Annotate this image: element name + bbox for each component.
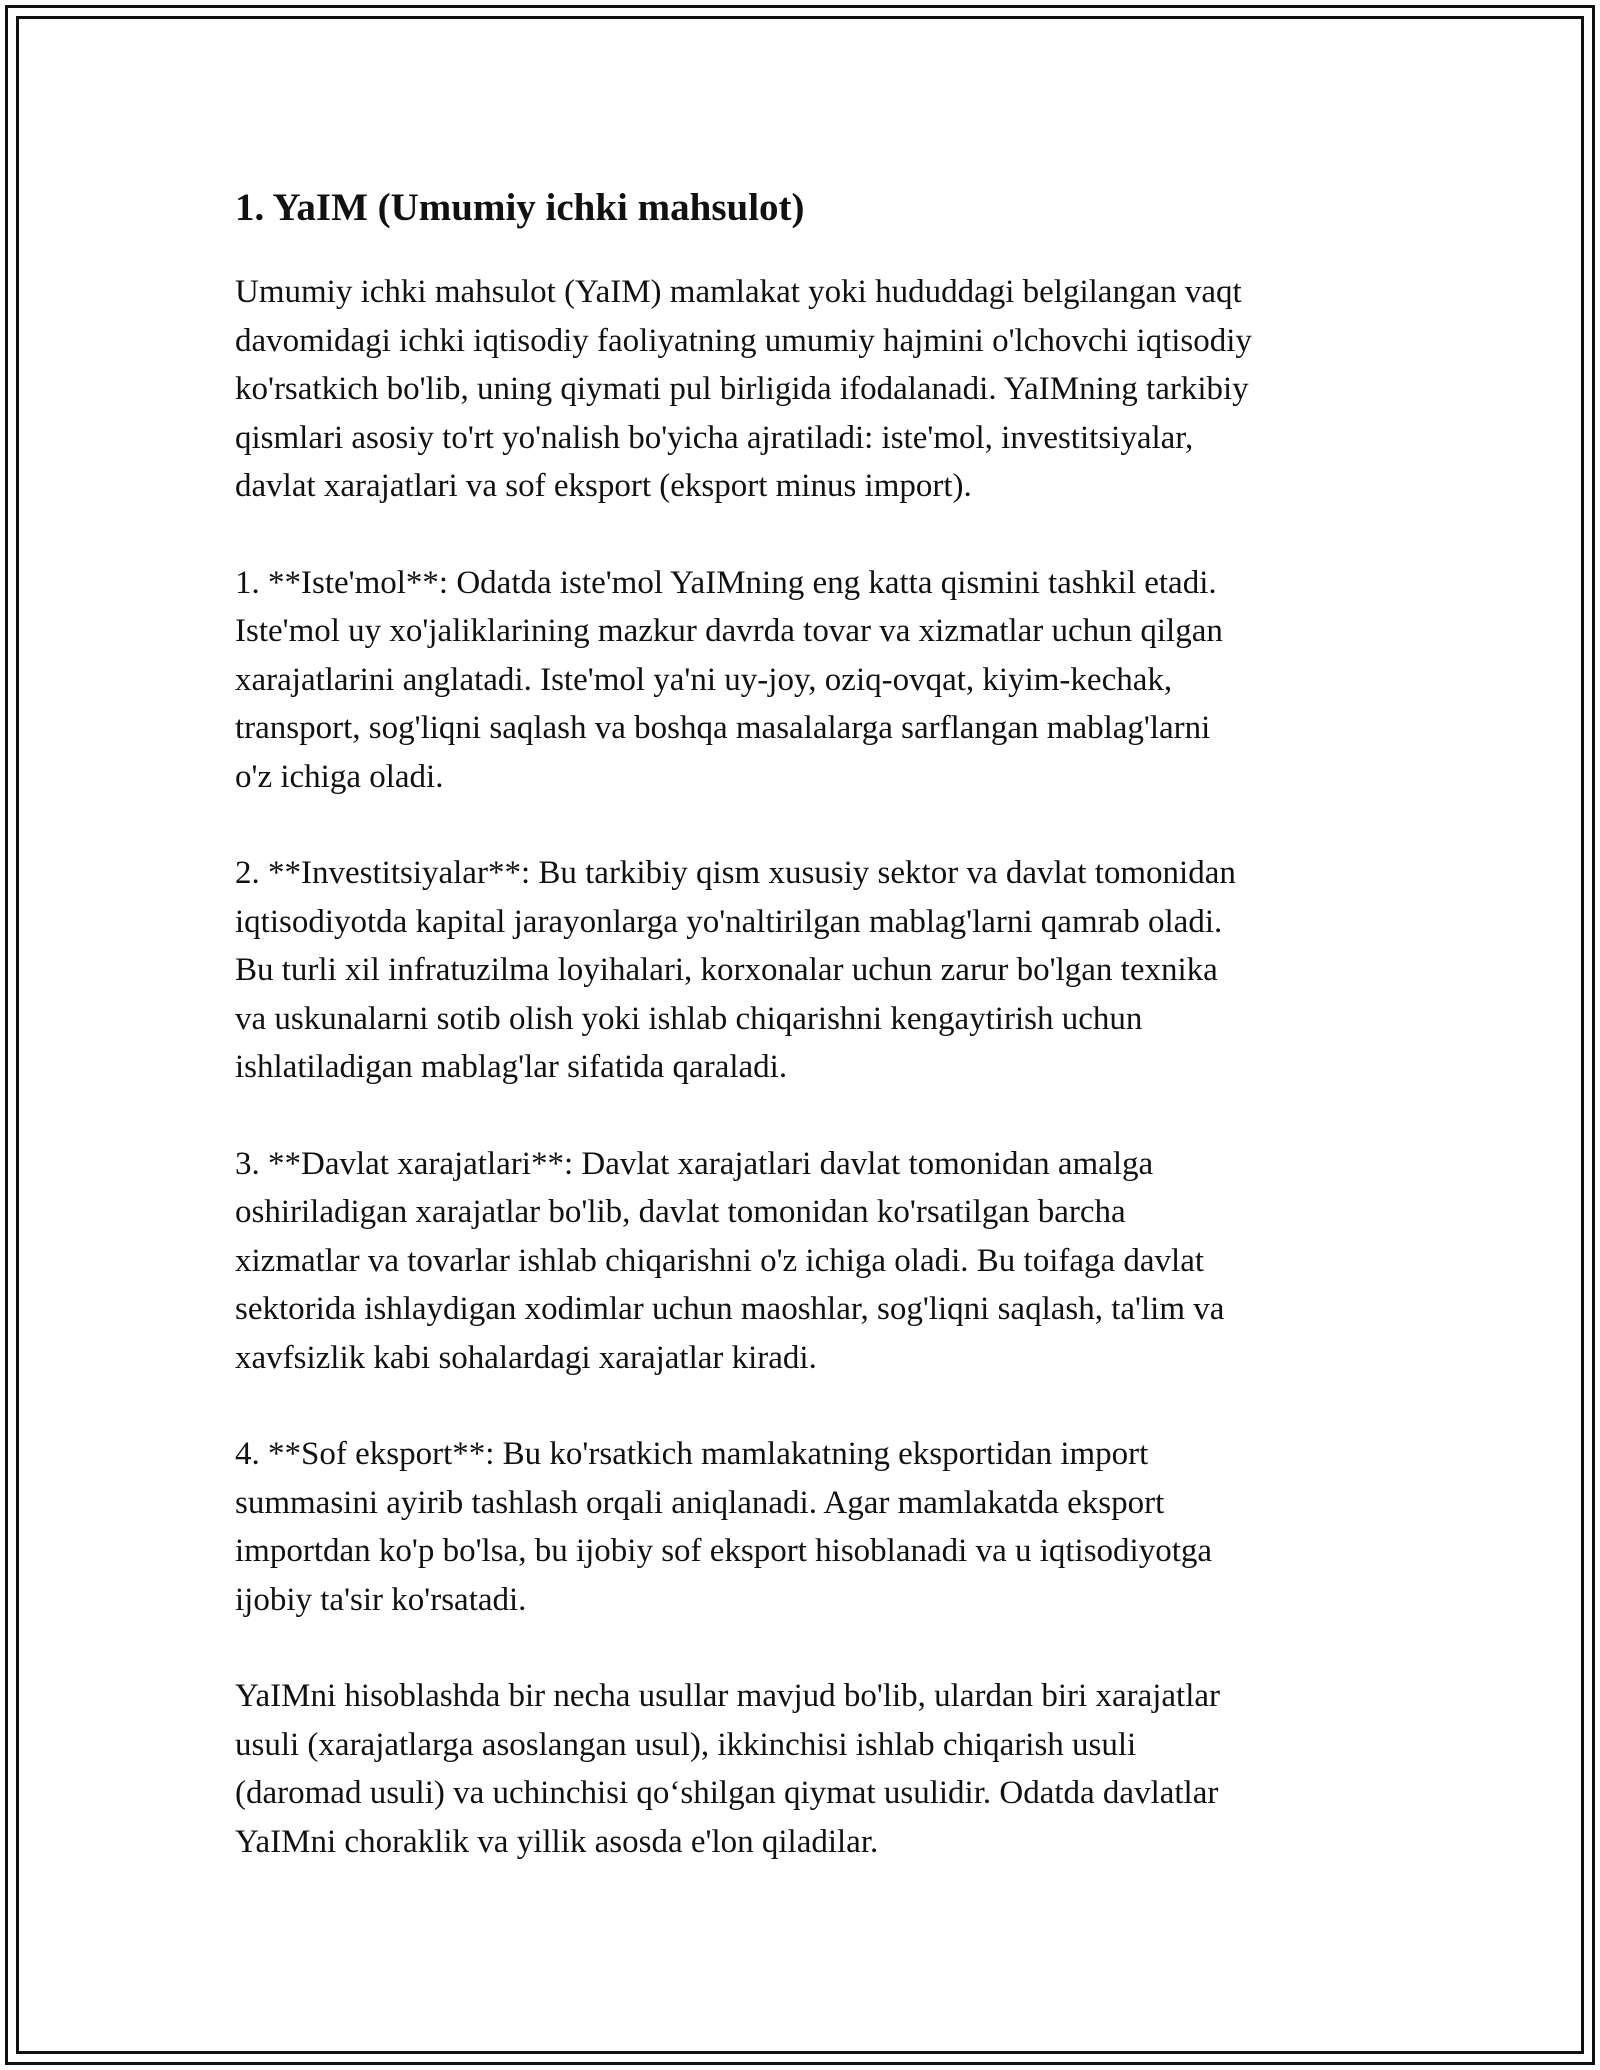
paragraph-intro: Umumiy ichki mahsulot (YaIM) mamlakat yoki hududdagi belgilangan vaqt davomidagi ichki iqtisodiy faoliyatning umumiy hajmini o'lchovchi iqtisodiy ko'rsatkich bo'lib, uning qiymati pul birligida ifodalanadi. YaIMning tarkibiy qismlari asosiy to'rt yo'nalish bo'yicha ajratiladi: iste'mol, investitsiyalar, davlat xarajatlari va sof eksport (eksport minus import). [235,274,1252,504]
paragraph-net-exports: 4. **Sof eksport**: Bu ko'rsatkich mamlakatning eksportidan import summasini ayirib tashlash orqali aniqlanadi. Agar mamlakatda eksport importdan ko'p bo'lsa, bu ijobiy sof eksport hisoblanadi va u iqtisodiyotga ijobiy ta'sir ko'rsatadi. [235,1436,1213,1618]
paragraph-government-spending: 3. **Davlat xarajatlari**: Davlat xarajatlari davlat tomonidan amalga oshiriladigan xarajatlar bo'lib, davlat tomonidan ko'rsatilgan barcha xizmatlar va tovarlar ishlab chiqarishni o'z ichiga oladi. Bu toifaga davlat sektorida ishlaydigan xodimlar uchun maoshlar, sog'liqni saqlash, ta'lim va xavfsizlik kabi sohalardagi xarajatlar kiradi. [235,1145,1225,1376]
paragraph-consumption: 1. **Iste'mol**: Odatda iste'mol YaIMning eng katta qismini tashkil etadi. Iste'mol uy xo'jaliklarining mazkur davrda tovar va xizmatlar uchun qilgan xarajatlarini anglatadi. Iste'mol ya'ni uy-joy, oziq-ovqat, kiyim-kechak, transport, sog'liqni saqlash va boshqa masalalarga sarflangan mablag'larni o'z ichiga oladi. [235,564,1223,795]
document-body [235,184,1395,1914]
paragraph-investments: 2. **Investitsiyalar**: Bu tarkibiy qism xususiy sektor va davlat tomonidan iqtisodiyotda kapital jarayonlarga yo'naltirilgan mablag'larni qamrab oladi. Bu turli xil infratuzilma loyihalari, korxonalar uchun zarur bo'lgan texnika va uskunalarni sotib olish yoki ishlab chiqarishni kengaytirish uchun ishlatiladigan mablag'lar sifatida qaraladi. [235,855,1236,1085]
paragraph-methods: YaIMni hisoblashda bir necha usullar mavjud bo'lib, ulardan biri xarajatlar usuli (xarajatlarga asoslangan usul), ikkinchisi ishlab chiqarish usuli (daromad usuli) va uchinchisi qo‘shilgan qiymat usulidir. Odatda davlatlar YaIMni choraklik va yillik asosda e'lon qiladilar. [235,1678,1221,1860]
document-title: 1. YaIM (Umumiy ichki mahsulot) [235,186,805,229]
